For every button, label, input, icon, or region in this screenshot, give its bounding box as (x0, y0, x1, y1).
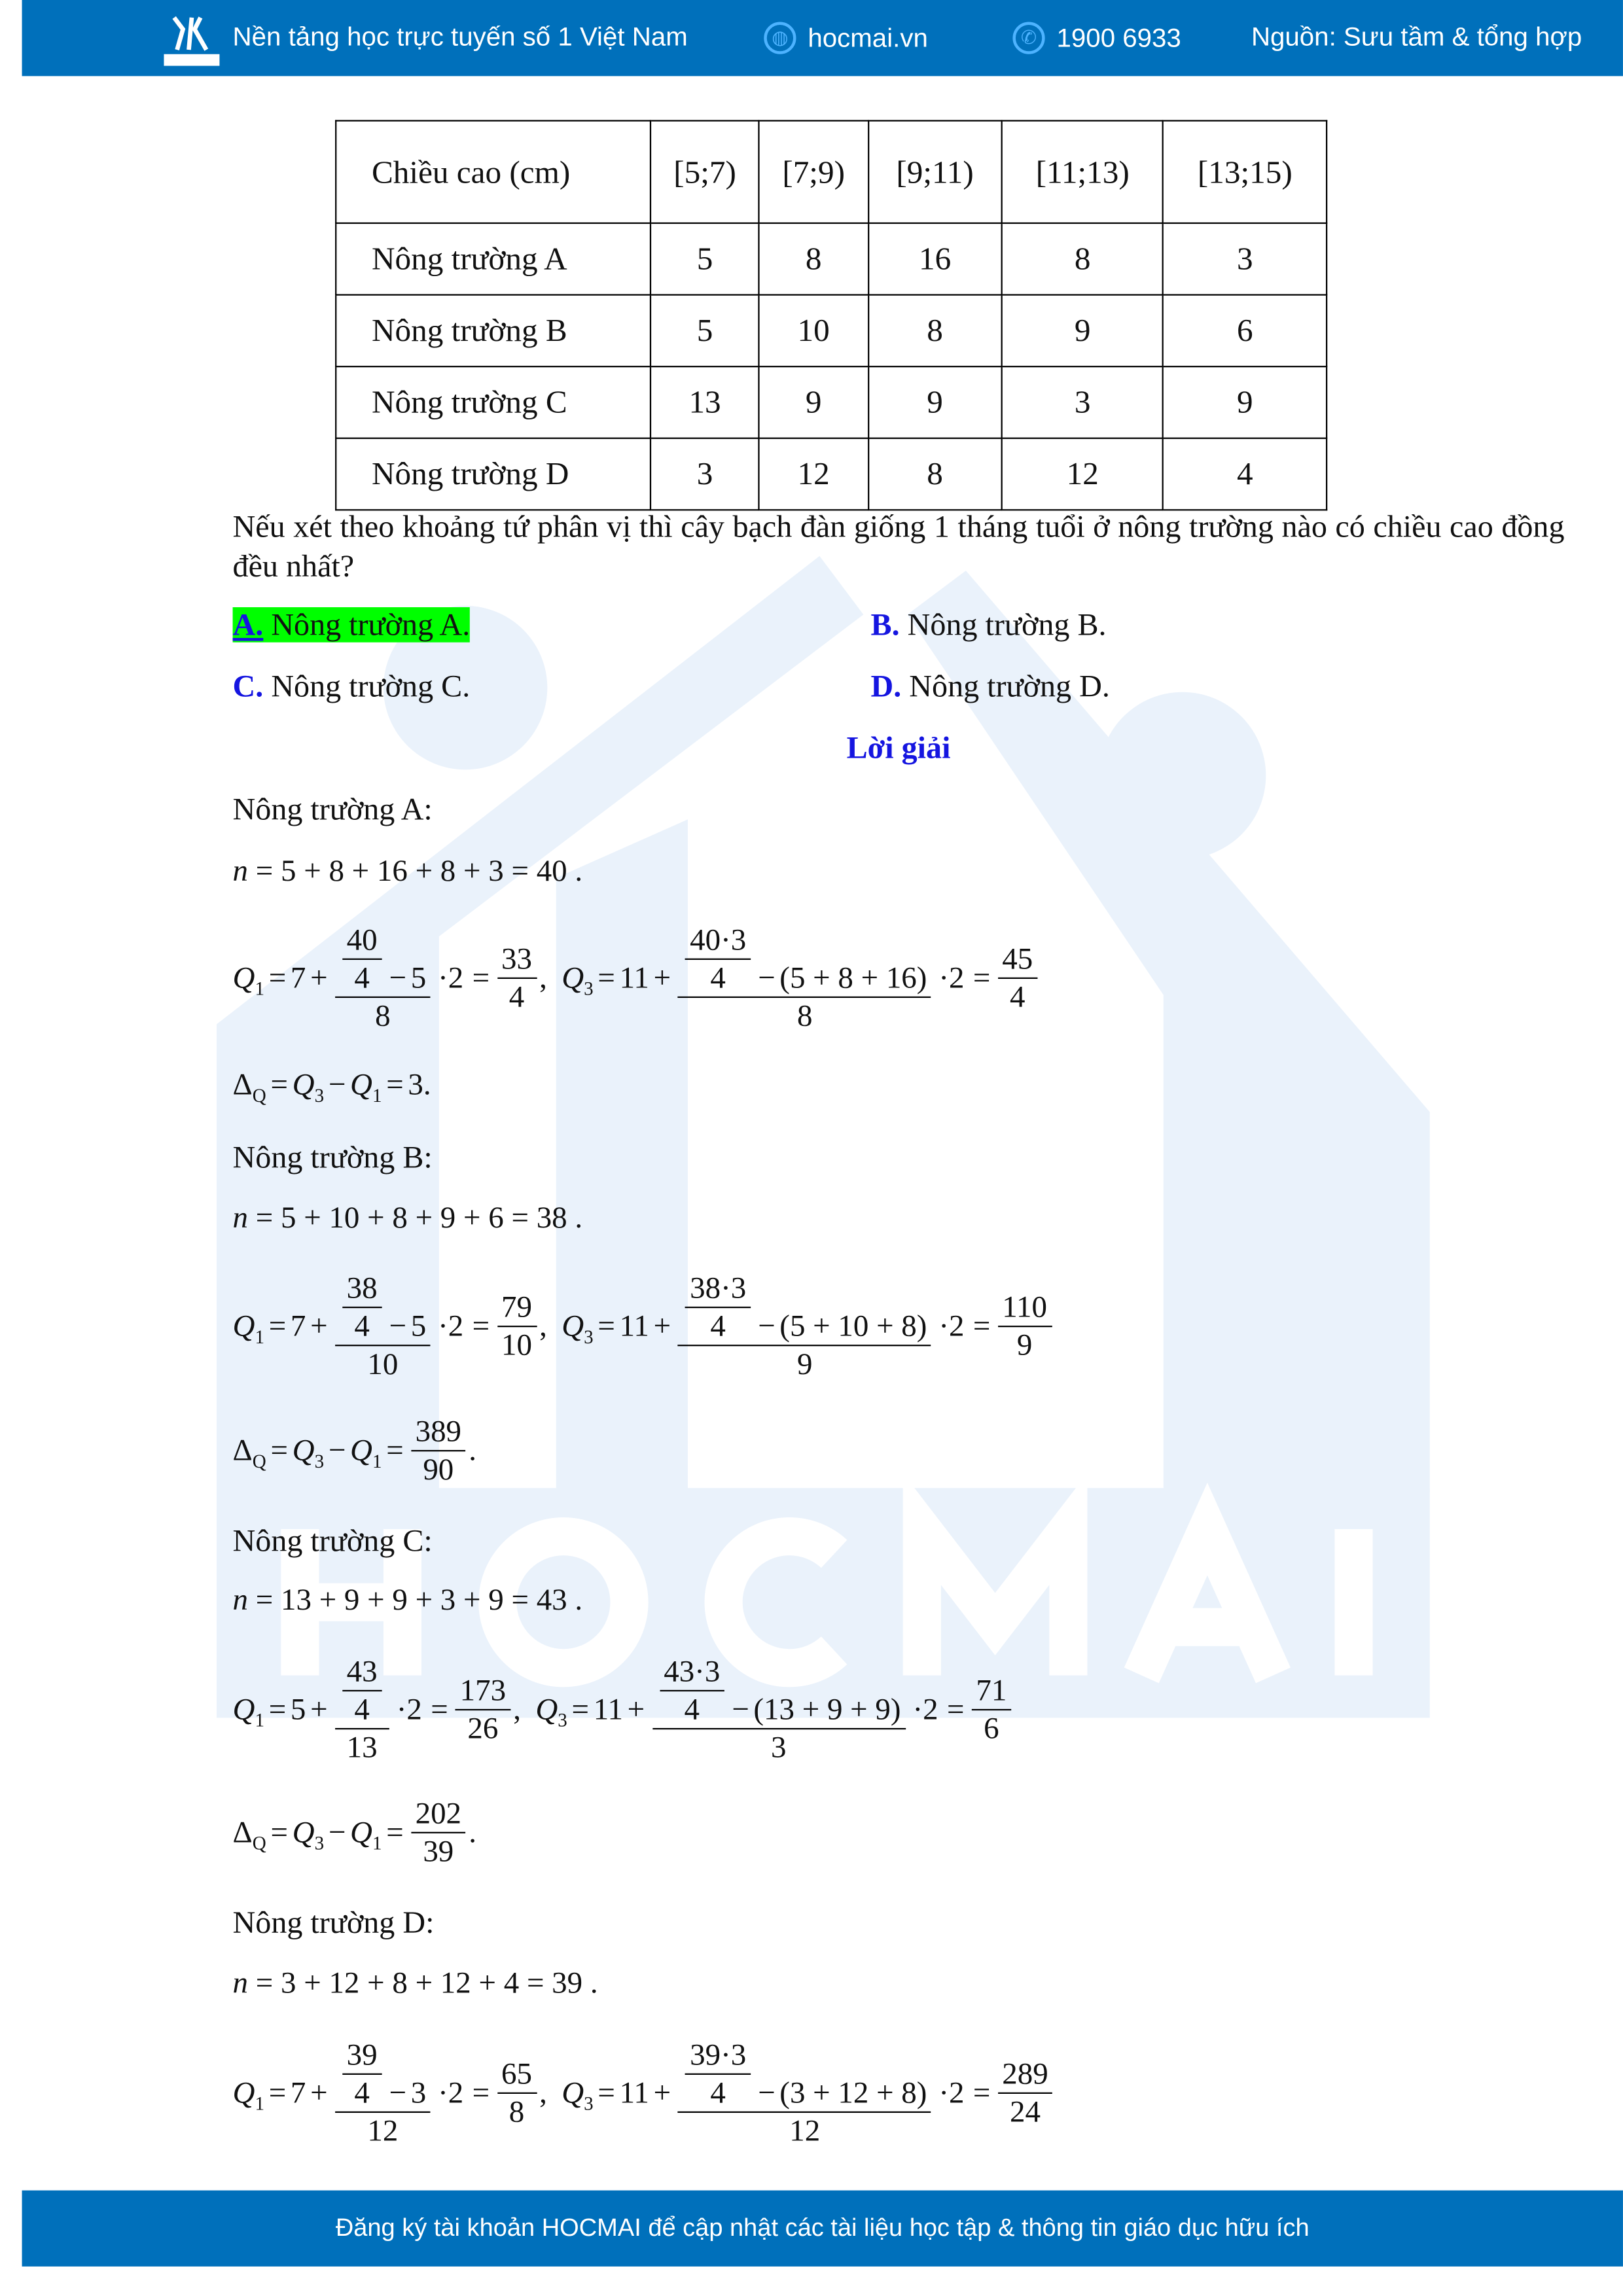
website-text: hocmai.vn (808, 22, 928, 52)
result-fraction (455, 1672, 510, 1747)
q-var: Q (350, 1067, 372, 1102)
math-symbol: = (972, 1308, 991, 1343)
subscript: 1 (372, 1831, 382, 1854)
fraction (335, 922, 431, 1034)
q-var: Q (350, 1814, 372, 1850)
fraction (335, 2037, 431, 2149)
n-formula (233, 1965, 598, 2002)
n-formula (233, 1581, 583, 1618)
delta-symbol: Δ (232, 1814, 253, 1850)
value: 3 (408, 1067, 423, 1102)
table-cell: 8 (868, 295, 1002, 367)
value: 5 (290, 1691, 306, 1727)
n-formula (233, 1200, 583, 1237)
inner-fraction (685, 1270, 751, 1345)
n-expression: = 5 + 10 + 8 + 9 + 6 = 38 . (255, 1199, 583, 1235)
inner-fraction (342, 1653, 382, 1728)
value: 4 (710, 959, 726, 995)
math-symbol: = (270, 1067, 288, 1102)
table-cell: Nông trường A (336, 223, 651, 295)
period: . (469, 1814, 476, 1850)
subscript: 3 (584, 1324, 594, 1347)
value: 38·3 (690, 1270, 747, 1305)
math-symbol: − (328, 1432, 346, 1468)
math-symbol: ·2 (438, 959, 464, 995)
option-letter: A. (232, 607, 264, 643)
comma: , (539, 2074, 547, 2110)
value: (3 + 12 + 8) (779, 2074, 927, 2110)
value: 4 (710, 1308, 726, 1343)
farm-title: Nông trường A: (232, 791, 433, 827)
subscript: Q (252, 1083, 266, 1106)
math-symbol: ·2 (912, 1691, 938, 1727)
math-symbol: = (386, 1067, 404, 1102)
value: 7 (290, 2074, 306, 2110)
value: 39·3 (690, 2036, 747, 2072)
math-symbol: = (472, 959, 490, 995)
math-symbol: = (571, 1691, 590, 1727)
value: 5 (410, 959, 427, 995)
q-var: Q (535, 1691, 558, 1727)
value: 39 (346, 2036, 378, 2072)
phone-link[interactable] (1012, 22, 1181, 54)
delta-symbol: Δ (232, 1067, 253, 1102)
table-row (336, 223, 1327, 295)
value: 4 (354, 2074, 370, 2110)
value: 10 (501, 1327, 532, 1362)
value: 24 (1010, 2094, 1041, 2129)
q-var: Q (350, 1432, 372, 1468)
math-symbol: = (270, 1814, 288, 1850)
result-fraction (998, 1289, 1052, 1364)
comma: , (513, 1691, 521, 1727)
math-symbol: = (268, 1308, 287, 1343)
n-var: n (232, 1199, 249, 1235)
value: 4 (354, 1308, 370, 1343)
table-cell: 10 (759, 295, 868, 367)
header-cell: [7;9) (759, 120, 868, 223)
q-var: Q (292, 1432, 315, 1468)
value: (5 + 8 + 16) (779, 959, 927, 995)
value: (5 + 10 + 8) (779, 1308, 927, 1343)
value: 4 (354, 1691, 370, 1727)
math-symbol: = (597, 959, 615, 995)
farm-title: Nông trường B: (232, 1139, 433, 1175)
value: 5 (410, 1308, 427, 1343)
value: 202 (415, 1795, 462, 1831)
result-fraction (998, 2056, 1053, 2130)
subscript: 1 (255, 1708, 265, 1731)
table-cell: 16 (868, 223, 1002, 295)
value: 4 (508, 979, 525, 1014)
table-row (336, 295, 1327, 367)
result-fraction (998, 941, 1037, 1016)
math-symbol: + (653, 959, 671, 995)
math-symbol: = (386, 1814, 404, 1850)
q-var: Q (232, 1308, 255, 1343)
n-formula (233, 853, 583, 890)
table-cell: Nông trường C (336, 366, 651, 438)
subscript: 3 (558, 1708, 567, 1731)
math-symbol: ·2 (938, 1308, 965, 1343)
globe-icon: ◍ (764, 22, 796, 54)
value: 3 (771, 1729, 787, 1765)
math-symbol: + (310, 1691, 328, 1727)
math-symbol: = (268, 959, 287, 995)
period: . (423, 1067, 431, 1102)
table-cell: 12 (759, 438, 868, 510)
option-b[interactable] (871, 607, 1107, 644)
n-var: n (232, 1965, 249, 2000)
value: 4 (354, 959, 370, 995)
subscript: 1 (372, 1083, 382, 1106)
footer-bar (22, 2191, 1623, 2267)
value: 38 (346, 1270, 378, 1305)
subscript: 1 (372, 1449, 382, 1472)
subscript: Q (252, 1449, 266, 1472)
value: 26 (467, 1710, 499, 1746)
table-cell: 8 (1002, 223, 1164, 295)
math-symbol: = (472, 1308, 490, 1343)
math-symbol: + (310, 1308, 328, 1343)
value: 33 (501, 940, 532, 976)
n-expression: = 3 + 12 + 8 + 12 + 4 = 39 . (255, 1965, 598, 2000)
math-symbol: − (389, 1308, 406, 1343)
math-symbol: − (732, 1691, 749, 1727)
table-cell: 9 (1163, 366, 1327, 438)
table-cell: 12 (1002, 438, 1164, 510)
math-symbol: ·2 (938, 959, 965, 995)
table-cell: 9 (759, 366, 868, 438)
table-cell: 3 (1163, 223, 1327, 295)
table-cell: 6 (1163, 295, 1327, 367)
q-var: Q (232, 1691, 255, 1727)
header-cell: [5;7) (651, 120, 759, 223)
header-cell: [13;15) (1163, 120, 1327, 223)
value: 90 (423, 1451, 454, 1487)
subscript: Q (252, 1831, 266, 1854)
subscript: 3 (314, 1831, 325, 1854)
q-var: Q (562, 959, 584, 995)
q-var: Q (292, 1067, 315, 1102)
result-fraction (497, 2056, 536, 2130)
value: 389 (415, 1413, 462, 1449)
inner-fraction (342, 1270, 382, 1345)
value: 11 (619, 959, 649, 995)
header-bar (22, 0, 1623, 76)
subscript: 1 (255, 2091, 265, 2114)
option-a[interactable] (233, 607, 471, 644)
value: 11 (593, 1691, 623, 1727)
value: 39 (423, 1833, 454, 1869)
value: 11 (619, 2074, 649, 2110)
table-row (336, 366, 1327, 438)
fraction (335, 1270, 431, 1383)
inner-fraction (342, 2037, 382, 2111)
table-row (336, 438, 1327, 510)
subscript: 3 (314, 1083, 325, 1106)
table-cell: 5 (651, 223, 759, 295)
table-cell: Nông trường D (336, 438, 651, 510)
value: 4 (684, 1691, 700, 1727)
value: 45 (1002, 940, 1033, 976)
result-fraction (972, 1672, 1011, 1747)
phone-icon: ✆ (1012, 22, 1044, 54)
n-expression: = 5 + 8 + 16 + 8 + 3 = 40 . (255, 853, 583, 889)
math-symbol: ·2 (938, 2074, 965, 2110)
value: 40·3 (690, 921, 747, 957)
option-text: Nông trường B. (899, 607, 1107, 643)
math-symbol: − (328, 1814, 346, 1850)
math-symbol: − (758, 2074, 776, 2110)
math-symbol: = (597, 2074, 615, 2110)
header-cell: Chiều cao (cm) (336, 120, 651, 223)
math-symbol: − (758, 959, 776, 995)
value: 7 (290, 959, 306, 995)
fraction (678, 2037, 931, 2149)
option-letter: B. (870, 607, 900, 643)
farm-title: Nông trường D: (232, 1905, 435, 1941)
math-symbol: = (946, 1691, 965, 1727)
value: 12 (367, 2113, 399, 2148)
comma: , (539, 1308, 547, 1343)
footer-text: Đăng ký tài khoản HOCMAI để cập nhật các tài liệu học tập & thông tin giáo dục hữu ích (335, 2214, 1310, 2242)
height-table (335, 120, 1327, 510)
inner-fraction (660, 1653, 725, 1728)
q-var: Q (292, 1814, 315, 1850)
table-cell: 4 (1163, 438, 1327, 510)
math-symbol: − (389, 959, 406, 995)
value: 79 (501, 1289, 532, 1324)
website-link[interactable] (764, 22, 928, 54)
value: 3 (410, 2074, 427, 2110)
value: 8 (796, 998, 813, 1033)
source-text: Nguồn: Sưu tầm & tổng hợp (1251, 22, 1582, 52)
option-text: Nông trường C. (263, 668, 471, 704)
table-header-row (336, 120, 1327, 223)
result-fraction (411, 1413, 466, 1488)
n-expression: = 13 + 9 + 9 + 3 + 9 = 43 . (255, 1581, 583, 1617)
subscript: 1 (255, 976, 265, 999)
math-symbol: + (310, 959, 328, 995)
math-symbol: = (597, 1308, 615, 1343)
period: . (469, 1432, 476, 1468)
math-symbol: = (268, 1691, 287, 1727)
subscript: 3 (584, 2091, 594, 2114)
value: 9 (796, 1346, 813, 1381)
value: 12 (789, 2113, 821, 2148)
phone-text: 1900 6933 (1056, 22, 1181, 52)
value: 40 (346, 921, 378, 957)
value: 71 (976, 1672, 1007, 1708)
value: 65 (501, 2055, 532, 2091)
table-cell: 8 (759, 223, 868, 295)
inner-fraction (342, 922, 382, 997)
table-cell: 13 (651, 366, 759, 438)
value: 43·3 (664, 1653, 721, 1689)
hocmai-logo-icon (162, 12, 221, 67)
value: 10 (367, 1346, 399, 1381)
option-d[interactable] (871, 669, 1110, 705)
math-symbol: = (386, 1432, 404, 1468)
fraction (335, 1653, 389, 1766)
math-symbol: = (972, 2074, 991, 2110)
value: 173 (459, 1672, 507, 1708)
math-symbol: ·2 (438, 1308, 464, 1343)
value: 110 (1002, 1289, 1048, 1324)
result-fraction (497, 941, 536, 1016)
option-letter: D. (870, 668, 902, 704)
math-symbol: = (431, 1691, 448, 1727)
value: 4 (1010, 979, 1026, 1014)
question-text: Nếu xét theo khoảng tứ phân vị thì cây bạch đàn giống 1 tháng tuổi ở nông trường nào có chiều cao đồng đều nhất? (232, 509, 1565, 584)
table-cell: 9 (868, 366, 1002, 438)
fraction (652, 1653, 905, 1766)
farm-title: Nông trường C: (232, 1523, 433, 1559)
subscript: 1 (255, 1324, 265, 1347)
table-cell: 3 (651, 438, 759, 510)
n-var: n (232, 1581, 249, 1617)
subscript: 3 (584, 976, 594, 999)
table-cell: Nông trường B (336, 295, 651, 367)
table-cell: 8 (868, 438, 1002, 510)
comma: , (539, 959, 547, 995)
result-fraction (497, 1289, 536, 1364)
value: 8 (375, 998, 391, 1033)
value: 7 (290, 1308, 306, 1343)
option-text: Nông trường D. (901, 668, 1110, 704)
farm-solution-2 (233, 1523, 433, 1560)
delta-symbol: Δ (232, 1432, 253, 1468)
value: 9 (1016, 1327, 1033, 1362)
farm-solution-3 (233, 1905, 435, 1942)
value: 6 (984, 1710, 999, 1746)
q-var: Q (232, 959, 255, 995)
table-cell: 3 (1002, 366, 1164, 438)
math-symbol: + (653, 2074, 671, 2110)
solution-heading: Lời giải (846, 730, 951, 766)
math-symbol: − (389, 2074, 406, 2110)
fraction (678, 922, 931, 1034)
math-symbol: = (270, 1432, 288, 1468)
math-symbol: = (268, 2074, 287, 2110)
header-cell: [11;13) (1002, 120, 1164, 223)
table-cell: 9 (1002, 295, 1164, 367)
option-text: Nông trường A. (263, 607, 471, 643)
q-var: Q (232, 2074, 255, 2110)
math-symbol: + (653, 1308, 671, 1343)
value: 43 (346, 1653, 378, 1689)
value: 13 (346, 1729, 378, 1765)
math-symbol: − (328, 1067, 346, 1102)
math-symbol: = (472, 2074, 490, 2110)
slogan: Nền tảng học trực tuyến số 1 Việt Nam (232, 22, 688, 52)
result-fraction (411, 1795, 466, 1870)
subscript: 3 (314, 1449, 325, 1472)
math-symbol: + (627, 1691, 645, 1727)
inner-fraction (685, 922, 751, 997)
header-cell: [9;11) (868, 120, 1002, 223)
value: 289 (1002, 2055, 1048, 2091)
inner-fraction (685, 2037, 751, 2111)
value: 8 (508, 2094, 525, 2129)
math-symbol: − (758, 1308, 776, 1343)
math-symbol: ·2 (396, 1691, 422, 1727)
option-letter: C. (232, 668, 264, 704)
value: 11 (619, 1308, 649, 1343)
q-var: Q (562, 2074, 584, 2110)
fraction (678, 1270, 931, 1383)
table-cell: 5 (651, 295, 759, 367)
farm-solution-0 (233, 792, 433, 828)
math-symbol: + (310, 2074, 328, 2110)
q-var: Q (562, 1308, 584, 1343)
math-symbol: ·2 (438, 2074, 464, 2110)
math-symbol: = (972, 959, 991, 995)
farm-solution-1 (233, 1140, 433, 1176)
n-var: n (232, 853, 249, 889)
option-c[interactable] (233, 669, 471, 705)
value: 4 (710, 2074, 726, 2110)
value: (13 + 9 + 9) (753, 1691, 901, 1727)
